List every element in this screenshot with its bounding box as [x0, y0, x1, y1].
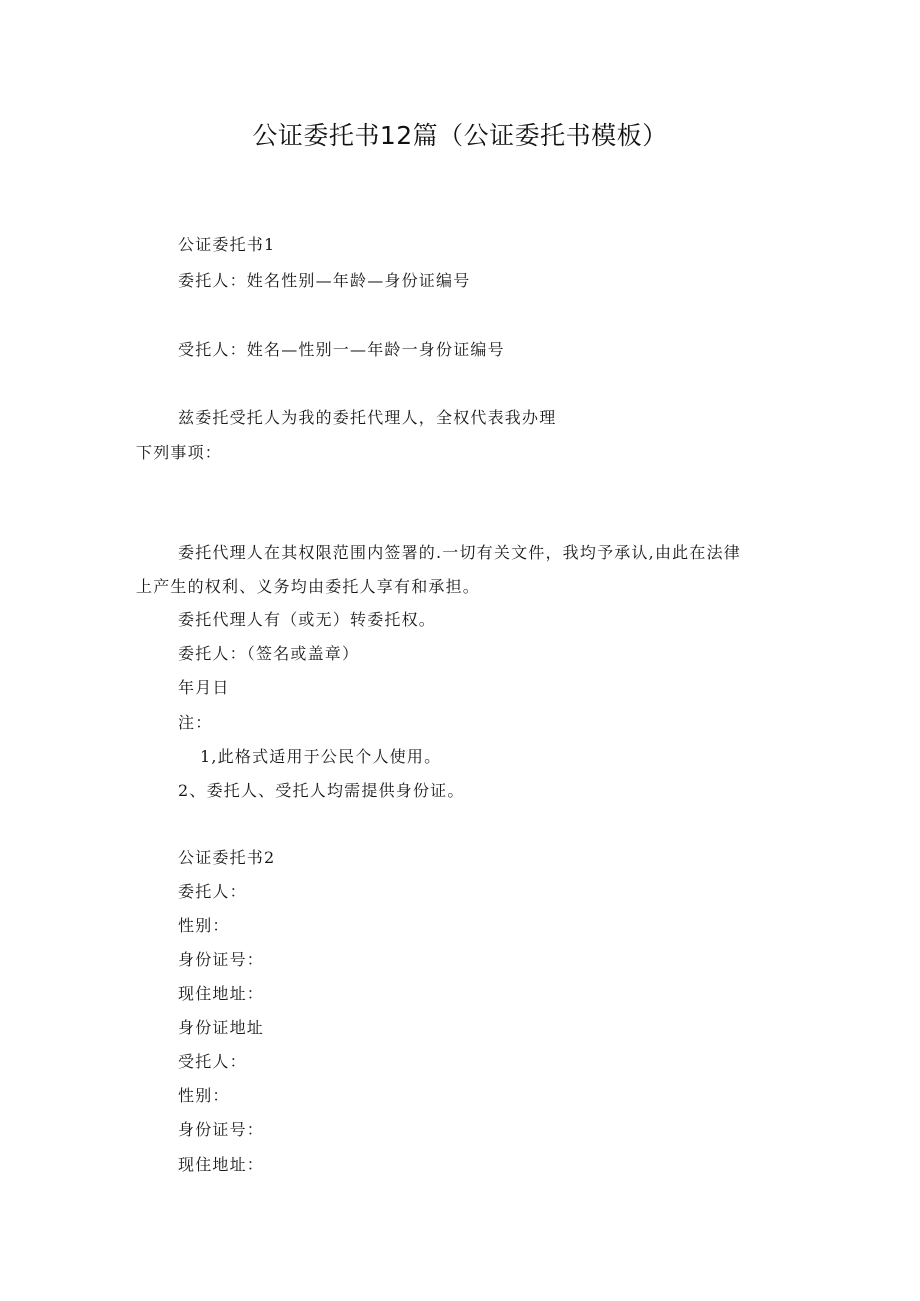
- principal-id-address-field: 身份证地址: [178, 1018, 265, 1037]
- document-title: 公证委托书12篇（公证委托书模板）: [252, 121, 668, 150]
- section1-heading: 公证委托书1: [178, 235, 276, 254]
- note-item-2: 2、委托人、受托人均需提供身份证。: [178, 781, 465, 800]
- agent-id-field: 身份证号：: [178, 1120, 265, 1139]
- section2-heading: 公证委托书2: [178, 848, 276, 867]
- principal-field: 委托人：: [178, 882, 247, 901]
- acknowledge-text-1: 委托代理人在其权限范围内签署的.一切有关文件，我均予承认,由此在法律: [178, 543, 741, 562]
- agent-line: 受托人：姓名—性别一—年龄一身份证编号: [178, 340, 505, 359]
- date-line: 年月日: [178, 678, 230, 697]
- acknowledge-text-2: 上产生的权利、义务均由委托人享有和承担。: [136, 577, 481, 596]
- note-label: 注：: [178, 713, 213, 732]
- note-item-1: 1,此格式适用于公民个人使用。: [200, 747, 442, 766]
- subdelegation-text: 委托代理人有（或无）转委托权。: [178, 610, 437, 629]
- agent-address-field: 现住地址：: [178, 1155, 265, 1174]
- principal-line: 委托人：姓名性别—年龄—身份证编号: [178, 271, 471, 290]
- principal-id-field: 身份证号：: [178, 950, 265, 969]
- principal-gender-field: 性别：: [178, 916, 230, 935]
- authorization-text-2: 下列事项：: [136, 443, 223, 462]
- agent-field: 受托人：: [178, 1052, 247, 1071]
- agent-gender-field: 性别：: [178, 1086, 230, 1105]
- signature-line: 委托人：（签名或盖章）: [178, 644, 360, 663]
- principal-address-field: 现住地址：: [178, 984, 265, 1003]
- authorization-text-1: 兹委托受托人为我的委托代理人，全权代表我办理: [178, 408, 557, 427]
